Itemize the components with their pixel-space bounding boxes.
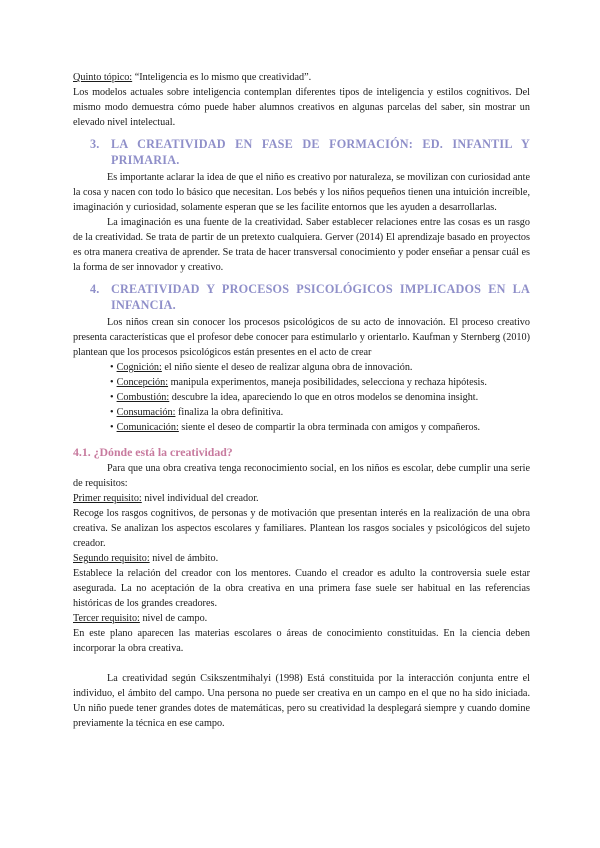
requirement-2-text: nivel de ámbito. (149, 553, 219, 564)
section4-heading (73, 281, 530, 313)
topic5-body: Los modelos actuales sobre inteligencia contemplan diferentes tipos de inteligencia y estilos cognitivos. Del mismo modo demuestra cómo puede haber alumnos creativos en algunas parcelas del saber, sin mostrar un elevado nivel intelectual. (73, 87, 530, 128)
list-item (110, 405, 530, 420)
list-item-text: el niño siente el deseo de realizar alguna obra de innovación. (161, 362, 413, 373)
section3-paragraph-1: Es importante aclarar la idea de que el niño es creativo por naturaleza, se movilizan con curiosidad ante la cosa y nacen con todo lo básico que necesitan. Los bebés y los niños pequeños tienen una intuición increíble, imaginación y curiosidad, solamente esperan que se les facilite entornos que les ayuden a desarrollarlas. (73, 172, 530, 213)
section41-final-paragraph: La creatividad según Csikszentmihalyi (1998) Está constituida por la interacción conjunta entre el individuo, el ámbito del campo. Una persona no puede ser creativa en un campo en el que no ha sido iniciada. Un niño puede tener grandes dotes de matemáticas, pero su creatividad la desplegará siempre y cuando domine previamente la técnica en ese campo. (73, 673, 530, 729)
process-list (73, 360, 530, 435)
list-item-term: Consumación: (116, 407, 176, 418)
spacer (73, 656, 530, 671)
section4-number: 4. (90, 282, 100, 296)
section4-title: CREATIVIDAD Y PROCESOS PSICOLÓGICOS IMPLICADOS EN LA INFANCIA. (111, 282, 530, 312)
section3-paragraph-2: La imaginación es una fuente de la creatividad. Saber establecer relaciones entre las cosas es un rasgo de la creatividad. Se trata de partir de un pretexto cualquiera. Gerver (2014) El aprendizaje basado en proyectos es otra manera creativa de aprender. Se trata de hacer transversal conocimiento y poder enseñar a pensar cuál es la forma de ser innovador y creativo. (73, 217, 530, 273)
section41-title: 4.1. ¿Dónde está la creatividad? (73, 445, 233, 459)
list-item (110, 360, 530, 375)
requirement-3-body: En este plano aparecen las materias escolares o áreas de conocimiento constituidas. En la ciencia deben incorporar la obra creativa. (73, 628, 530, 654)
list-item-term: Comunicación: (116, 422, 179, 433)
requirement-3-label: Tercer requisito: (73, 613, 140, 624)
requirement-1-body: Recoge los rasgos cognitivos, de personas y de motivación que presentan interés en la realización de una obra creativa. Se analizan los aspectos escolares y familiares. Plantean los rasgos sociales y psicológicos del sujeto creador. (73, 508, 530, 549)
requirement-2-body: Establece la relación del creador con los mentores. Cuando el creador es adulto la controversia suele estar asegurada. La no aceptación de la obra creativa en una primera fase suele ser habitual en las referencias históricas de los grandes creadores. (73, 568, 530, 609)
topic5-quote: “Inteligencia es lo mismo que creatividad”. (132, 72, 312, 83)
requirement-2-heading (73, 551, 530, 566)
list-item-term: Cognición: (116, 362, 162, 373)
requirement-3-text: nivel de campo. (139, 613, 208, 624)
list-item (110, 375, 530, 390)
list-item-text: finaliza la obra definitiva. (175, 407, 284, 418)
document-page (73, 70, 530, 731)
topic5-heading (73, 70, 530, 85)
requirement-1-text: nivel individual del creador. (141, 493, 259, 504)
section3-number: 3. (90, 137, 100, 151)
list-item (110, 420, 530, 435)
list-item-text: manipula experimentos, maneja posibilidades, selecciona y rechaza hipótesis. (168, 377, 487, 388)
list-item-term: Combustión: (116, 392, 170, 403)
list-item-text: descubre la idea, apareciendo lo que en otros modelos se denomina insight. (169, 392, 479, 403)
requirement-1-heading (73, 491, 530, 506)
requirement-2-label: Segundo requisito: (73, 553, 150, 564)
section41-paragraph-1: Para que una obra creativa tenga reconocimiento social, en los niños es escolar, debe cumplir una serie de requisitos: (73, 463, 530, 489)
section3-heading (73, 136, 530, 168)
list-item-term: Concepción: (116, 377, 169, 388)
list-item (110, 390, 530, 405)
topic5-label: Quinto tópico: (73, 72, 133, 83)
section3-title: LA CREATIVIDAD EN FASE DE FORMACIÓN: ED. INFANTIL Y PRIMARIA. (111, 137, 530, 167)
requirement-1-label: Primer requisito: (73, 493, 142, 504)
section4-paragraph-1: Los niños crean sin conocer los procesos psicológicos de su acto de innovación. El proceso creativo presenta características que el profesor debe conocer para estimularlo y orientarlo. Kaufman y Sternberg (2010) plantean que los procesos psicológicos están presentes en el acto de crear (73, 317, 530, 358)
list-item-text: siente el deseo de compartir la obra terminada con amigos y compañeros. (178, 422, 481, 433)
requirement-3-heading (73, 611, 530, 626)
